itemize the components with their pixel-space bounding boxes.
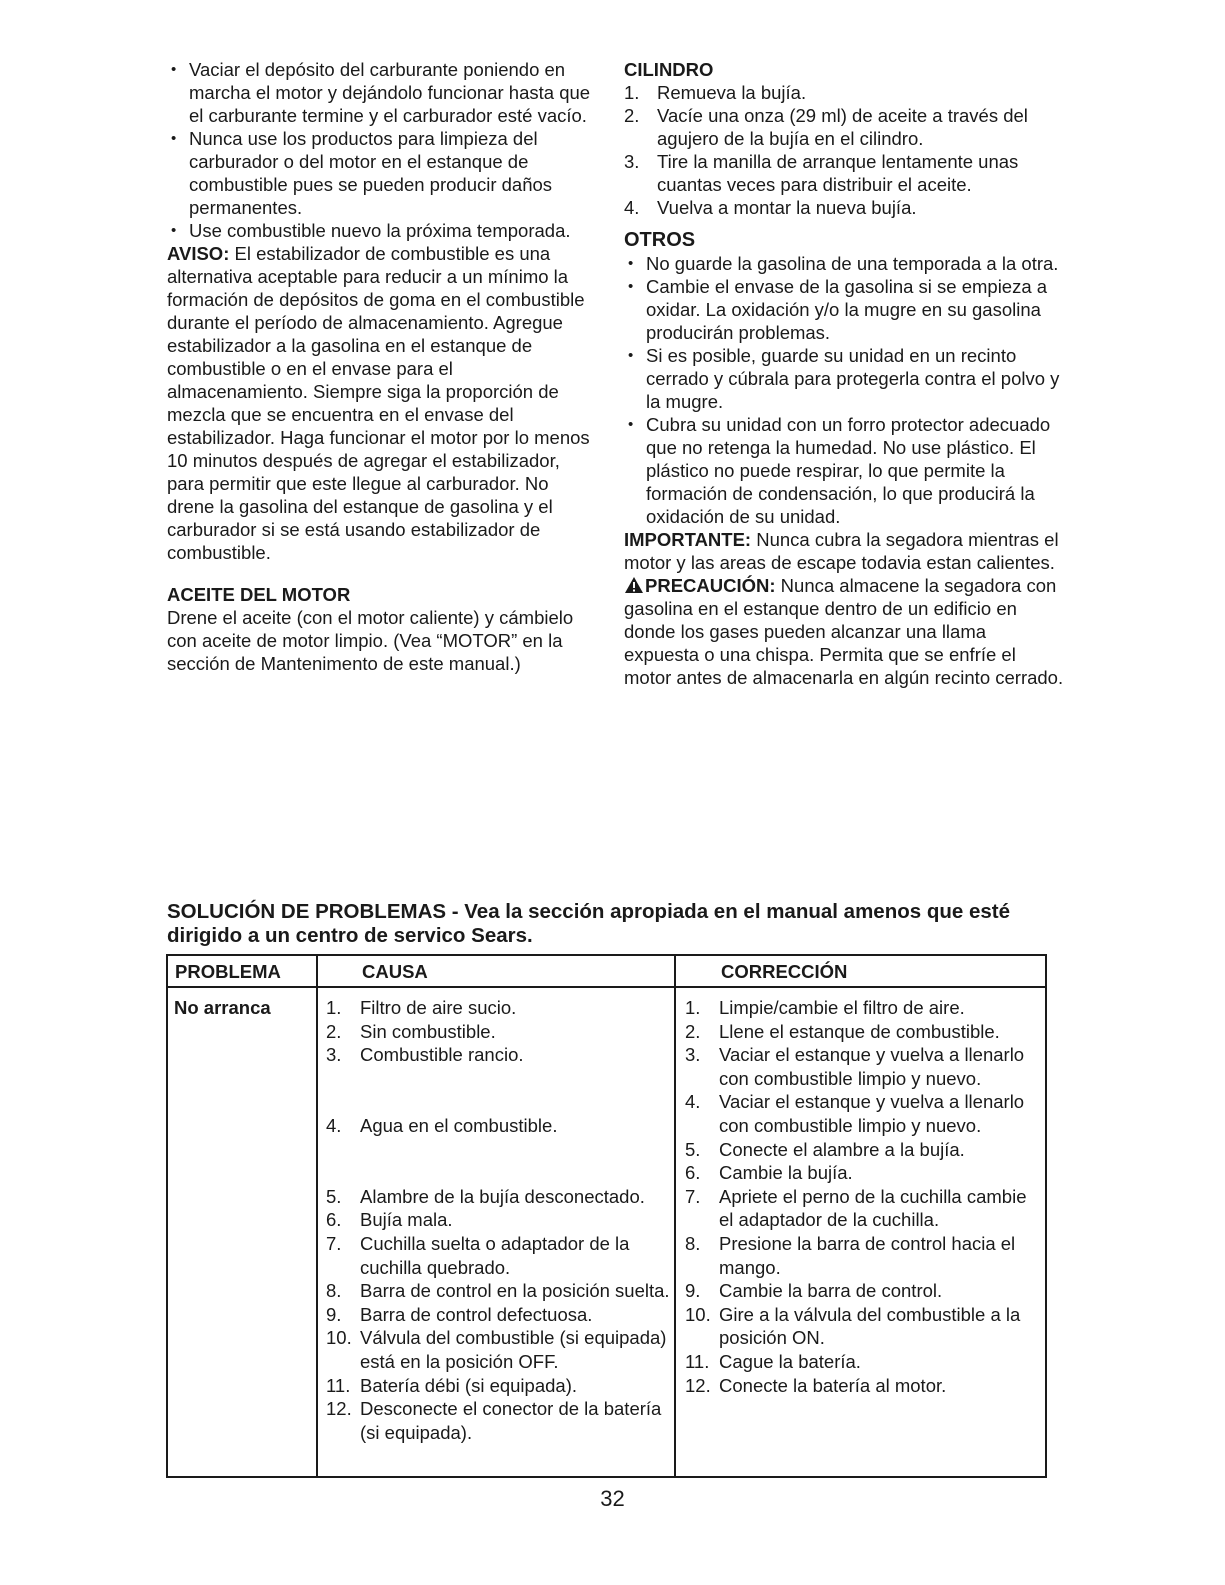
page-number: 32 (600, 1486, 625, 1511)
causes-cell (326, 996, 671, 1444)
list-item: 7. Apriete el perno de la cuchilla cambie el adaptador de la cuchilla. (685, 1185, 1027, 1231)
list-item: 1. Remueva la bujía. (624, 82, 807, 103)
list-item: • Si es posible, guarde su unidad en un recinto cerrado y cúbrala para protegerla contra el polvo y la mugre. (624, 344, 1064, 413)
list-item: 6. Bujía mala. (326, 1209, 453, 1231)
header-correccion: CORRECCIÓN (721, 961, 848, 982)
list-item: 8. Barra de control en la posición suelta. (326, 1280, 670, 1302)
precaucion-text: Nunca almacene la segadora con gasolina en el estanque dentro de un edificio en donde los gases pueden alcanzar una llama expuesta o una chispa. Permita que se enfríe el motor antes de almacenarla en algún recinto cerrado. (624, 575, 1064, 688)
list-item: • No guarde la gasolina de una temporada a la otra. (624, 252, 1064, 275)
corrections-cell (685, 996, 1040, 1397)
cilindro-steps (624, 81, 1064, 219)
list-item: 11. Batería débi (si equipada). (326, 1374, 577, 1396)
list-item: 12. Conecte la batería al motor. (685, 1374, 947, 1396)
list-item: 9. Barra de control defectuosa. (326, 1303, 593, 1325)
list-item: 5. Conecte el alambre a la bujía. (685, 1138, 965, 1160)
list-item: 1. Filtro de aire sucio. (326, 997, 517, 1018)
list-item: 10. Válvula del combustible (si equipada) está en la posición OFF. (326, 1327, 667, 1372)
problem-cell: No arranca (174, 997, 271, 1018)
list-item: 4. Agua en el combustible. (326, 1114, 558, 1136)
list-item: 4. Vaciar el estanque y vuelva a llenarlo con combustible limpio y nuevo. (685, 1091, 1025, 1136)
list-item: 1. Limpie/cambie el filtro de aire. (685, 997, 965, 1018)
aviso-paragraph (167, 242, 597, 564)
importante-text: Nunca cubra la segadora mientras el motor y las areas de escape todavia estan calientes. (624, 529, 1059, 573)
otros-heading: OTROS (624, 229, 696, 251)
otros-bullets (624, 252, 1064, 528)
list-item: 3. Vaciar el estanque y vuelva a llenarlo con combustible limpio y nuevo. (685, 1044, 1025, 1089)
list-item: 2. Vacíe una onza (29 ml) de aceite a través del agujero de la bujía en el cilindro. (624, 105, 1028, 149)
troubleshooting-title: SOLUCIÓN DE PROBLEMAS - Vea la sección apropiada en el manual amenos que esté dirigido a un centro de servico Sears. (167, 900, 1011, 947)
corrections-list (685, 996, 1040, 1397)
aviso-text: El estabilizador de combustible es una alternativa aceptable para reducir a un mínimo la formación de depósitos de goma en el combustible durante el período de almacenamiento. Agregue estabilizador a la gasolina en el estanque de combustible o en el envase para el almacenamiento. Siempre siga la proporción de mezcla que se encuentra en el envase del estabilizador. Haga funcionar el motor por lo menos 10 minutos después de agregar el estabilizador, para permitir que este llegue al carburador. No drene la gasolina del estanque de gasolina y el carburador si se está usando estabilizador de combustible. (167, 243, 590, 563)
list-item: 10. Gire a la válvula del combustible a la posición ON. (685, 1303, 1021, 1349)
precaucion-paragraph (624, 574, 1064, 689)
list-item: • Cubra su unidad con un forro protector adecuado que no retenga la humedad. No use plástico. El plástico no puede respirar, lo que permite la formación de condensación, lo que producirá la oxidación de su unidad. (624, 413, 1064, 528)
list-item: • Cambie el envase de la gasolina si se empieza a oxidar. La oxidación y/o la mugre en su gasolina producirán problemas. (624, 275, 1064, 344)
list-item: 9. Cambie la barra de control. (685, 1280, 943, 1302)
header-problema: PROBLEMA (175, 961, 281, 982)
importante-label: IMPORTANTE: (624, 529, 752, 550)
aceite-heading: ACEITE DEL MOTOR (167, 584, 351, 605)
storage-bullets (167, 58, 597, 242)
causes-list (326, 996, 671, 1444)
list-item: 12. Desconecte el conector de la batería (si equipada). (326, 1398, 662, 1443)
importante-paragraph (624, 528, 1064, 574)
troubleshooting-table (166, 954, 1047, 1478)
list-item: 7. Cuchilla suelta o adaptador de la cuchilla quebrado. (326, 1232, 630, 1278)
header-divider (168, 986, 1045, 988)
header-causa: CAUSA (362, 961, 428, 982)
cilindro-heading: CILINDRO (624, 59, 714, 80)
list-item: 3. Tire la manilla de arranque lentamente unas cuantas veces para distribuir el aceite. (624, 151, 1019, 195)
list-item: • Vaciar el depósito del carburante poniendo en marcha el motor y dejándolo funcionar hasta que el carburante termine y el carburador esté vacío. (167, 58, 597, 127)
list-item: • Nunca use los productos para limpieza del carburador o del motor en el estanque de combustible pues se pueden producir daños permanentes. (167, 127, 597, 219)
list-item: 2. Sin combustible. (326, 1020, 496, 1042)
right-column (624, 58, 1064, 689)
list-item: 3. Combustible rancio. (326, 1044, 524, 1066)
warning-triangle-icon (624, 576, 644, 594)
column-divider (674, 956, 676, 1476)
aviso-label: AVISO: (167, 243, 230, 264)
list-item: • Use combustible nuevo la próxima temporada. (167, 219, 597, 242)
list-item: 4. Vuelva a montar la nueva bujía. (624, 197, 917, 218)
left-column (167, 58, 597, 675)
list-item: 11. Cague la batería. (685, 1350, 861, 1372)
precaucion-label: PRECAUCIÓN: (645, 575, 776, 596)
list-item: 8. Presione la barra de control hacia el mango. (685, 1232, 1016, 1278)
list-item: 5. Alambre de la bujía desconectado. (326, 1185, 645, 1207)
list-item: 6. Cambie la bujía. (685, 1162, 853, 1184)
column-divider (316, 956, 318, 1476)
aceite-text: Drene el aceite (con el motor caliente) y cámbielo con aceite de motor limpio. (Vea “MOTOR” en la sección de Mantenimento de este manual.) (167, 607, 574, 674)
list-item: 2. Llene el estanque de combustible. (685, 1020, 1000, 1042)
